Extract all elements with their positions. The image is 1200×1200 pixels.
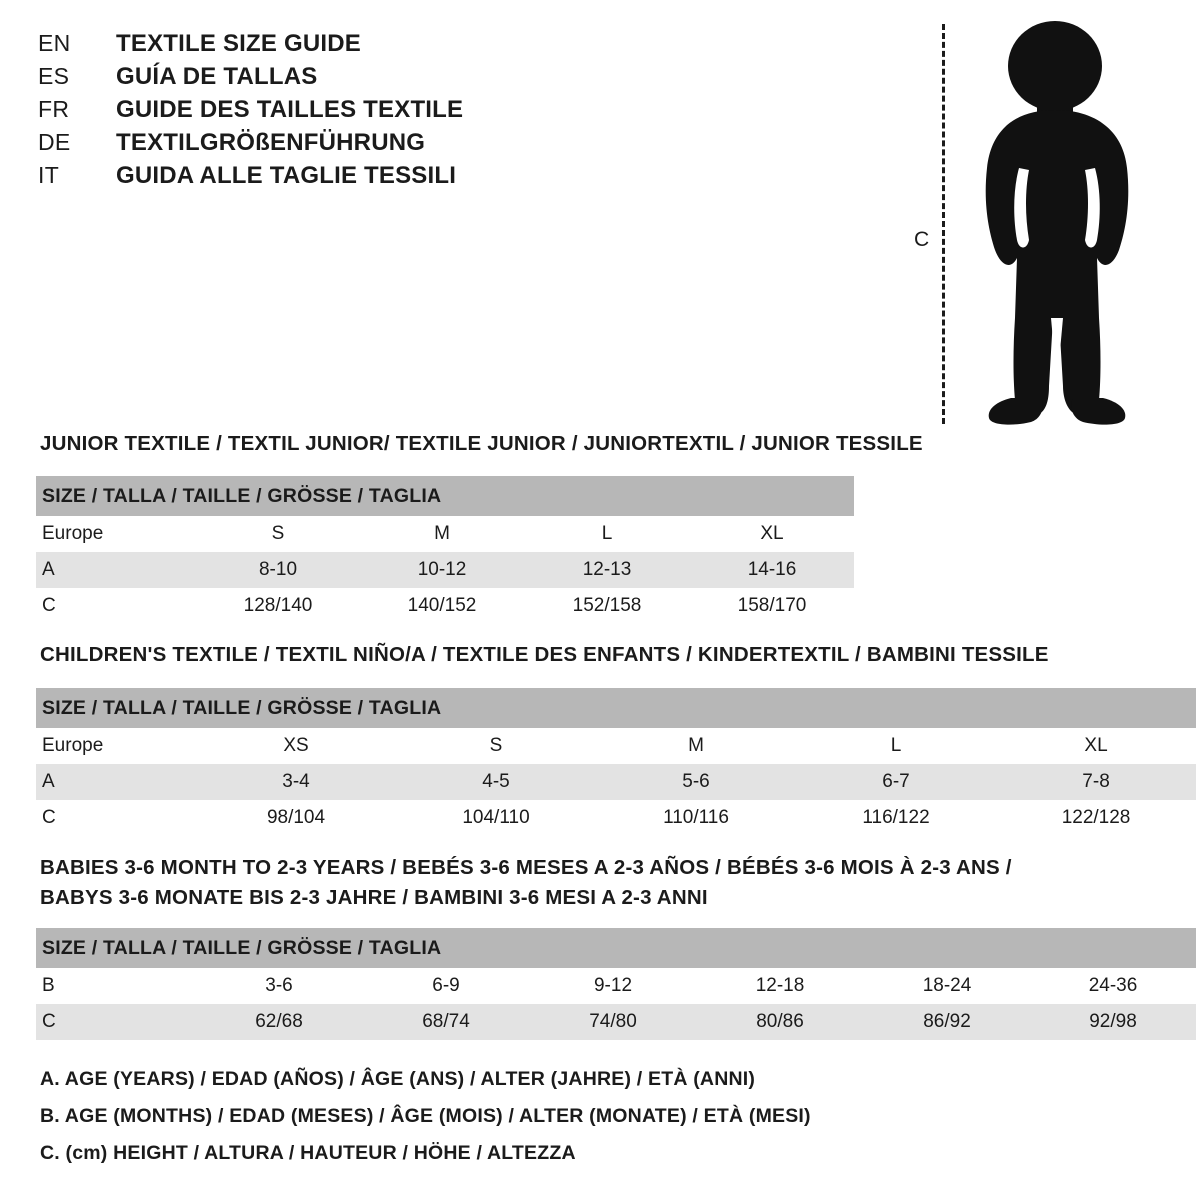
legend-line-b: B. AGE (MONTHS) / EDAD (MESES) / ÂGE (MOIS) / ALTER (MONATE) / ETÀ (MESI)	[40, 1105, 811, 1127]
table-row	[36, 800, 1196, 836]
cell: XL	[690, 516, 854, 552]
legend-line-c: C. (cm) HEIGHT / ALTURA / HAUTEUR / HÖHE / ALTEZZA	[40, 1142, 576, 1164]
table-header-label: SIZE / TALLA / TAILLE / GRÖSSE / TAGLIA	[36, 688, 1196, 728]
cell: M	[596, 728, 796, 764]
language-title: GUIDE DES TAILLES TEXTILE	[116, 96, 464, 123]
cell: M	[360, 516, 524, 552]
cell: 3-6	[196, 968, 362, 1004]
cell: 8-10	[196, 552, 360, 588]
cell: 158/170	[690, 588, 854, 624]
cell: 24-36	[1030, 968, 1196, 1004]
language-row	[38, 162, 598, 190]
height-measure-figure	[900, 10, 1160, 430]
section-title-junior: JUNIOR TEXTILE / TEXTIL JUNIOR/ TEXTILE JUNIOR / JUNIORTEXTIL / JUNIOR TESSILE	[40, 432, 923, 455]
language-code: DE	[38, 129, 71, 155]
cell: 6-9	[362, 968, 530, 1004]
cell: L	[524, 516, 690, 552]
table-header-label: SIZE / TALLA / TAILLE / GRÖSSE / TAGLIA	[36, 476, 854, 516]
legend-line-a: A. AGE (YEARS) / EDAD (AÑOS) / ÂGE (ANS) / ALTER (JAHRE) / ETÀ (ANNI)	[40, 1068, 756, 1090]
cell: 86/92	[864, 1004, 1030, 1040]
language-code: FR	[38, 96, 70, 122]
cell: S	[396, 728, 596, 764]
language-code: EN	[38, 30, 71, 56]
language-title-block	[38, 30, 598, 195]
cell: 92/98	[1030, 1004, 1196, 1040]
table-row	[36, 728, 1196, 764]
cell: 6-7	[796, 764, 996, 800]
cell: 74/80	[530, 1004, 696, 1040]
cell: L	[796, 728, 996, 764]
cell: 80/86	[696, 1004, 864, 1040]
cell: 98/104	[196, 800, 396, 836]
table-row	[36, 516, 854, 552]
language-code: ES	[38, 63, 70, 89]
cell: 12-13	[524, 552, 690, 588]
language-row	[38, 63, 598, 91]
language-title: GUÍA DE TALLAS	[116, 63, 318, 90]
section-title-children: CHILDREN'S TEXTILE / TEXTIL NIÑO/A / TEXTILE DES ENFANTS / KINDERTEXTIL / BAMBINI TESSILE	[40, 643, 1049, 666]
language-row	[38, 96, 598, 124]
language-row	[38, 30, 598, 58]
cell: 68/74	[362, 1004, 530, 1040]
table-header-row	[36, 688, 1196, 728]
cell: 140/152	[360, 588, 524, 624]
cell: 152/158	[524, 588, 690, 624]
cell: 9-12	[530, 968, 696, 1004]
measure-dashed-line	[942, 24, 945, 424]
table-row	[36, 968, 1196, 1004]
table-row	[36, 764, 1196, 800]
language-code: IT	[38, 162, 60, 188]
row-label: A	[36, 764, 196, 800]
babies-size-table	[36, 928, 1196, 1040]
language-row	[38, 129, 598, 157]
cell: 3-4	[196, 764, 396, 800]
cell: S	[196, 516, 360, 552]
language-title: GUIDA ALLE TAGLIE TESSILI	[116, 162, 457, 189]
section-title-babies: BABIES 3-6 MONTH TO 2-3 YEARS / BEBÉS 3-6 MESES A 2-3 AÑOS / BÉBÉS 3-6 MOIS À 2-3 ANS / BABYS 3-6 MONATE BIS 2-3 JAHRE / BAMBINI 3-6 MESI A 2-3 ANNI	[40, 856, 1012, 909]
cell: 128/140	[196, 588, 360, 624]
cell: 122/128	[996, 800, 1196, 836]
row-label: A	[36, 552, 196, 588]
cell: 116/122	[796, 800, 996, 836]
cell: 4-5	[396, 764, 596, 800]
measure-label-c: C	[914, 228, 930, 251]
cell: 5-6	[596, 764, 796, 800]
row-label: C	[36, 1004, 196, 1040]
legend-block	[40, 1068, 1140, 1179]
cell: 18-24	[864, 968, 1030, 1004]
language-title: TEXTILE SIZE GUIDE	[116, 30, 361, 57]
row-label: Europe	[36, 516, 196, 552]
cell: XS	[196, 728, 396, 764]
cell: 104/110	[396, 800, 596, 836]
child-silhouette-icon	[955, 18, 1155, 428]
table-header-row	[36, 928, 1196, 968]
row-label: Europe	[36, 728, 196, 764]
language-title: TEXTILGRÖßENFÜHRUNG	[116, 129, 426, 156]
row-label: C	[36, 800, 196, 836]
cell: 7-8	[996, 764, 1196, 800]
table-header-label: SIZE / TALLA / TAILLE / GRÖSSE / TAGLIA	[36, 928, 1196, 968]
row-label: B	[36, 968, 196, 1004]
table-row	[36, 1004, 1196, 1040]
junior-size-table	[36, 476, 854, 624]
children-size-table	[36, 688, 1196, 836]
cell: 10-12	[360, 552, 524, 588]
cell: 110/116	[596, 800, 796, 836]
cell: 12-18	[696, 968, 864, 1004]
table-header-row	[36, 476, 854, 516]
cell: 62/68	[196, 1004, 362, 1040]
table-row	[36, 552, 854, 588]
row-label: C	[36, 588, 196, 624]
cell: 14-16	[690, 552, 854, 588]
table-row	[36, 588, 854, 624]
cell: XL	[996, 728, 1196, 764]
